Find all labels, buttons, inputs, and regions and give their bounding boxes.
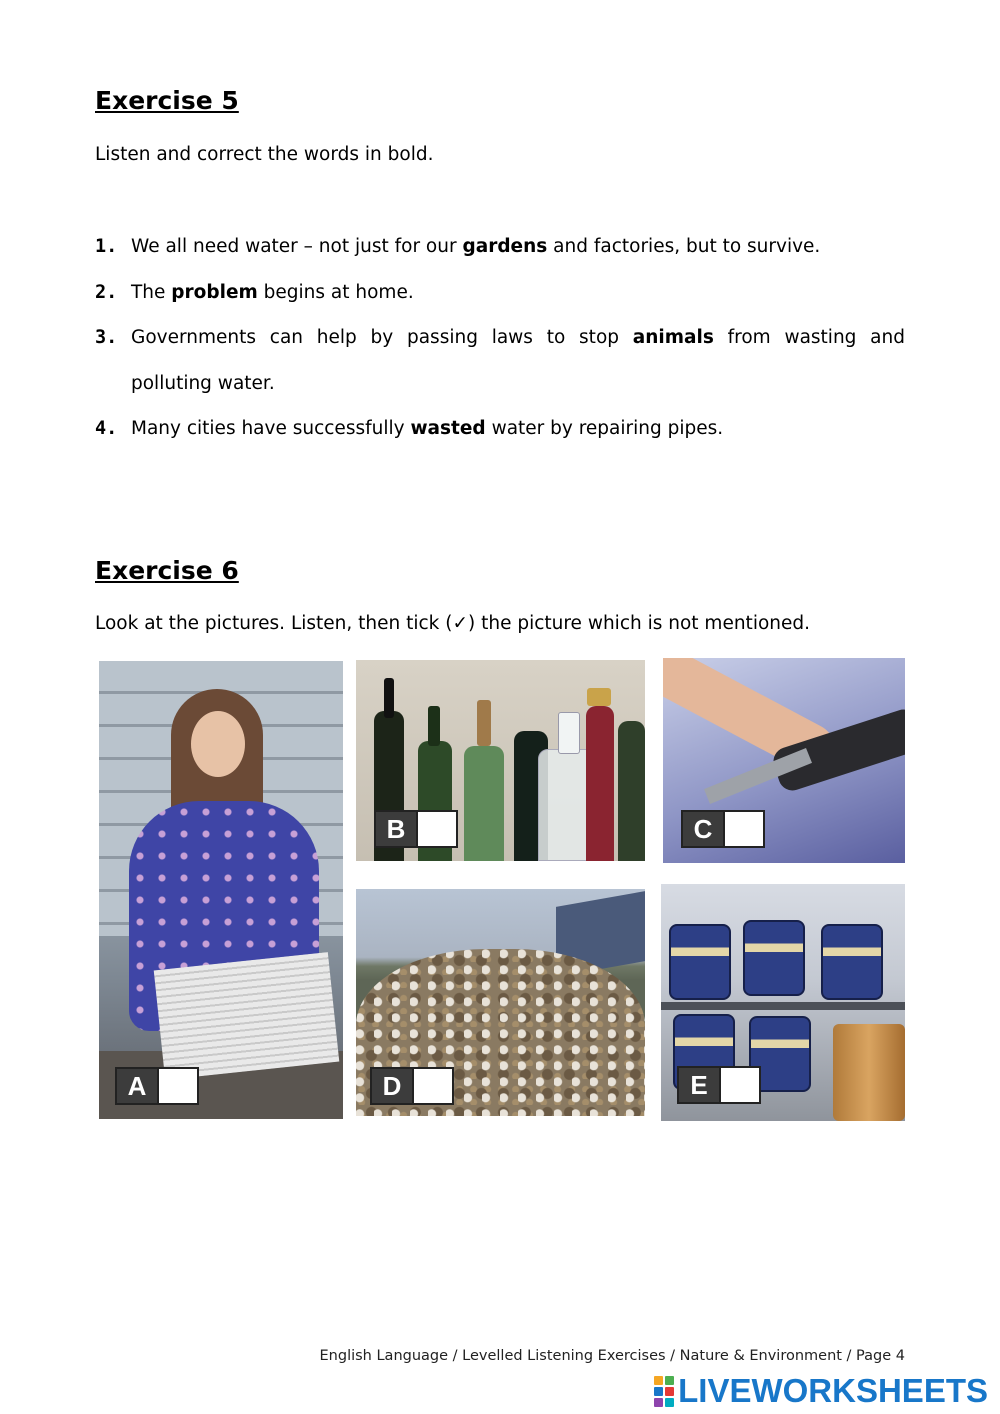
liveworksheets-logo[interactable] bbox=[654, 1373, 988, 1409]
picture-letter: B bbox=[376, 812, 416, 846]
picture-letter: A bbox=[117, 1069, 157, 1103]
picture-b-label bbox=[374, 810, 458, 848]
picture-a-label bbox=[115, 1067, 199, 1105]
picture-e-label bbox=[677, 1066, 761, 1104]
bold-word: animals bbox=[632, 327, 714, 348]
bold-word: problem bbox=[171, 282, 258, 303]
picture-letter: E bbox=[679, 1068, 719, 1102]
tick-box-c[interactable] bbox=[723, 812, 763, 846]
picture-d-label bbox=[370, 1067, 454, 1105]
question-text: The problem begins at home. bbox=[131, 282, 414, 303]
exercise-5-title: Exercise 5 bbox=[95, 86, 239, 115]
picture-d bbox=[356, 889, 645, 1116]
question-1 bbox=[95, 224, 905, 270]
drums-photo bbox=[669, 924, 731, 1000]
picture-a bbox=[99, 661, 343, 1119]
tick-box-e[interactable] bbox=[719, 1068, 759, 1102]
page-footer: English Language / Levelled Listening Exercises / Nature & Environment / Page 4 bbox=[319, 1348, 905, 1364]
question-number: 3. bbox=[95, 327, 118, 348]
question-4 bbox=[95, 406, 905, 452]
picture-e bbox=[661, 884, 905, 1121]
question-number: 1. bbox=[95, 236, 118, 257]
picture-b bbox=[356, 660, 645, 861]
question-number: 2. bbox=[95, 282, 118, 303]
exercise-6-title: Exercise 6 bbox=[95, 556, 239, 585]
tick-box-a[interactable] bbox=[157, 1069, 197, 1103]
exercise-5-instruction: Listen and correct the words in bold. bbox=[95, 144, 434, 165]
question-number: 4. bbox=[95, 418, 118, 439]
logo-grid-icon bbox=[654, 1376, 674, 1407]
question-text: We all need water – not just for our gardens and factories, but to survive. bbox=[131, 236, 821, 257]
exercise-6-instruction: Look at the pictures. Listen, then tick (✓) the picture which is not mentioned. bbox=[95, 613, 811, 634]
tick-box-b[interactable] bbox=[416, 812, 456, 846]
question-text: Governments can help by passing laws to stop animals from wasting and polluting water. bbox=[131, 327, 905, 394]
tick-box-d[interactable] bbox=[412, 1069, 452, 1103]
picture-letter: D bbox=[372, 1069, 412, 1103]
question-2 bbox=[95, 270, 905, 316]
bold-word: gardens bbox=[462, 236, 548, 257]
bold-word: wasted bbox=[410, 418, 486, 439]
picture-c bbox=[663, 658, 905, 863]
brand-name: LIVEWORKSHEETS bbox=[678, 1372, 988, 1409]
picture-c-label bbox=[681, 810, 765, 848]
question-3 bbox=[95, 315, 905, 407]
question-text: Many cities have successfully wasted water by repairing pipes. bbox=[131, 418, 724, 439]
picture-letter: C bbox=[683, 812, 723, 846]
